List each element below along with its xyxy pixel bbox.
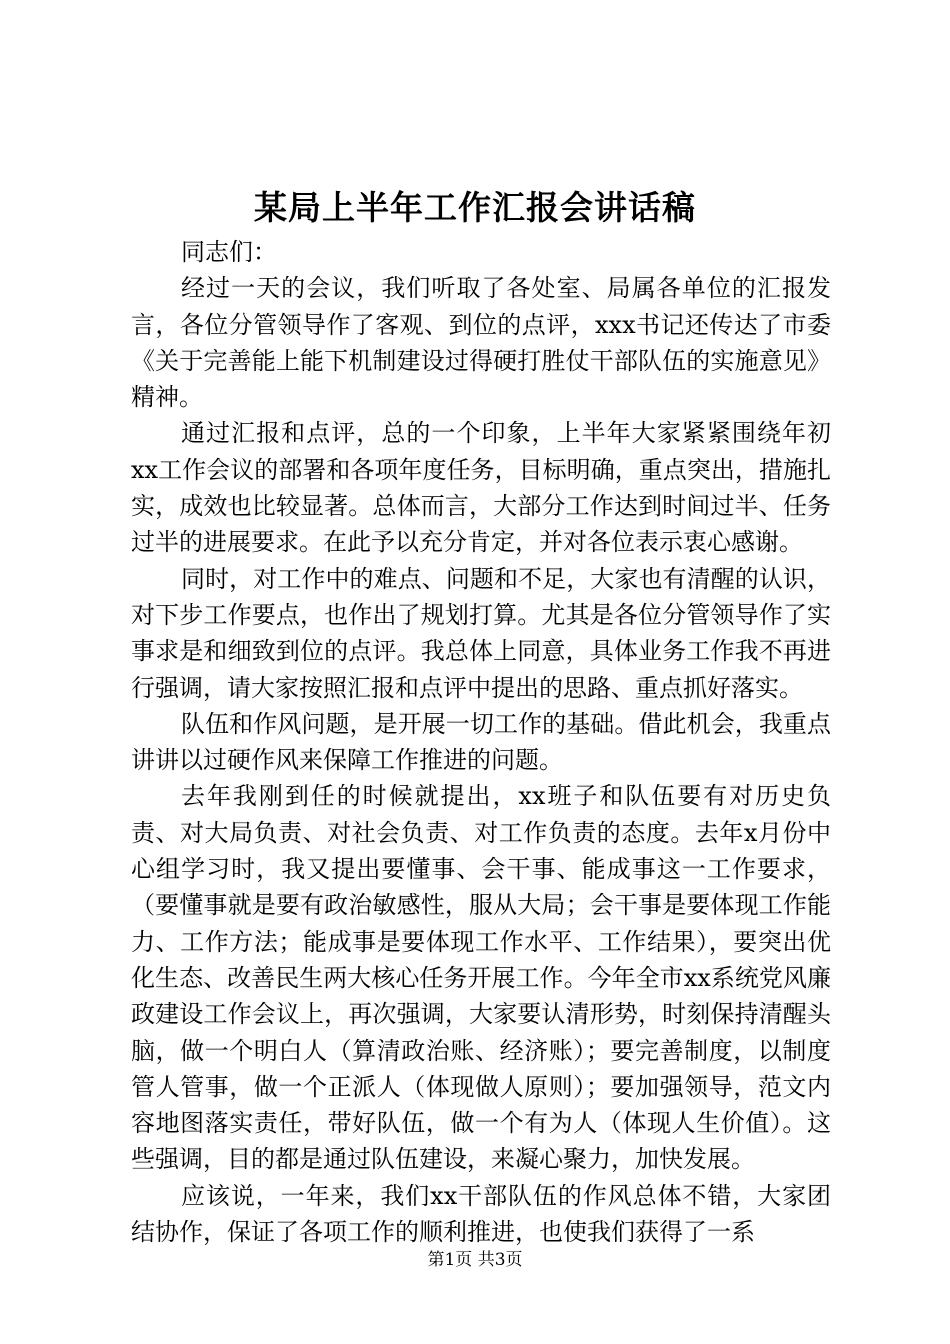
document-title: 某局上半年工作汇报会讲话稿 <box>254 188 696 227</box>
paragraph-5: 去年我刚到任的时候就提出，xx班子和队伍要有对历史负责、对大局负责、对社会负责、对工作负责的态度。去年x月份中心组学习时，我又提出要懂事、会干事、能成事这一工作要求，（要懂事就是要有政治敏感性，服从大局；会干事是要体现工作能力、工作方法；能成事是要体现工作水平、工作结果），要突出优化生态、改善民生两大核心任务开展工作。今年全市xx系统党风廉政建设工作会议上，再次强调，大家要认清形势，时刻保持清醒头脑，做一个明白人（算清政治账、经济账）；要完善制度，以制度管人管事，做一个正派人（体现做人原则）；要加强领导，范文内容地图落实责任，带好队伍，做一个有为人（体现人生价值）。这些强调，目的都是通过队伍建设，来凝心聚力，加快发展。 <box>131 782 831 1174</box>
paragraph-4: 队伍和作风问题，是开展一切工作的基础。借此机会，我重点讲讲以过硬作风来保障工作推进的问题。 <box>131 709 831 775</box>
paragraph-1: 经过一天的会议，我们听取了各处室、局属各单位的汇报发言，各位分管领导作了客观、到位的点评，xxx书记还传达了市委《关于完善能上能下机制建设过得硬打胜仗干部队伍的实施意见》精神。 <box>131 274 831 412</box>
page-footer: 第1页 共3页 <box>427 1250 523 1270</box>
paragraph-3: 同时，对工作中的难点、问题和不足，大家也有清醒的认识，对下步工作要点，也作出了规划打算。尤其是各位分管领导作了实事求是和细致到位的点评。我总体上同意，具体业务工作我不再进行强调，请大家按照汇报和点评中提出的思路、重点抓好落实。 <box>131 564 831 702</box>
document-body <box>131 234 831 1250</box>
paragraph-6: 应该说，一年来，我们xx干部队伍的作风总体不错，大家团结协作，保证了各项工作的顺利推进，也使我们获得了一系 <box>131 1181 831 1247</box>
paragraph-2: 通过汇报和点评，总的一个印象，上半年大家紧紧围绕年初xx工作会议的部署和各项年度任务，目标明确，重点突出，措施扎实，成效也比较显著。总体而言，大部分工作达到时间过半、任务过半的进展要求。在此予以充分肯定，并对各位表示衷心感谢。 <box>131 419 831 557</box>
salutation: 同志们： <box>181 238 277 266</box>
